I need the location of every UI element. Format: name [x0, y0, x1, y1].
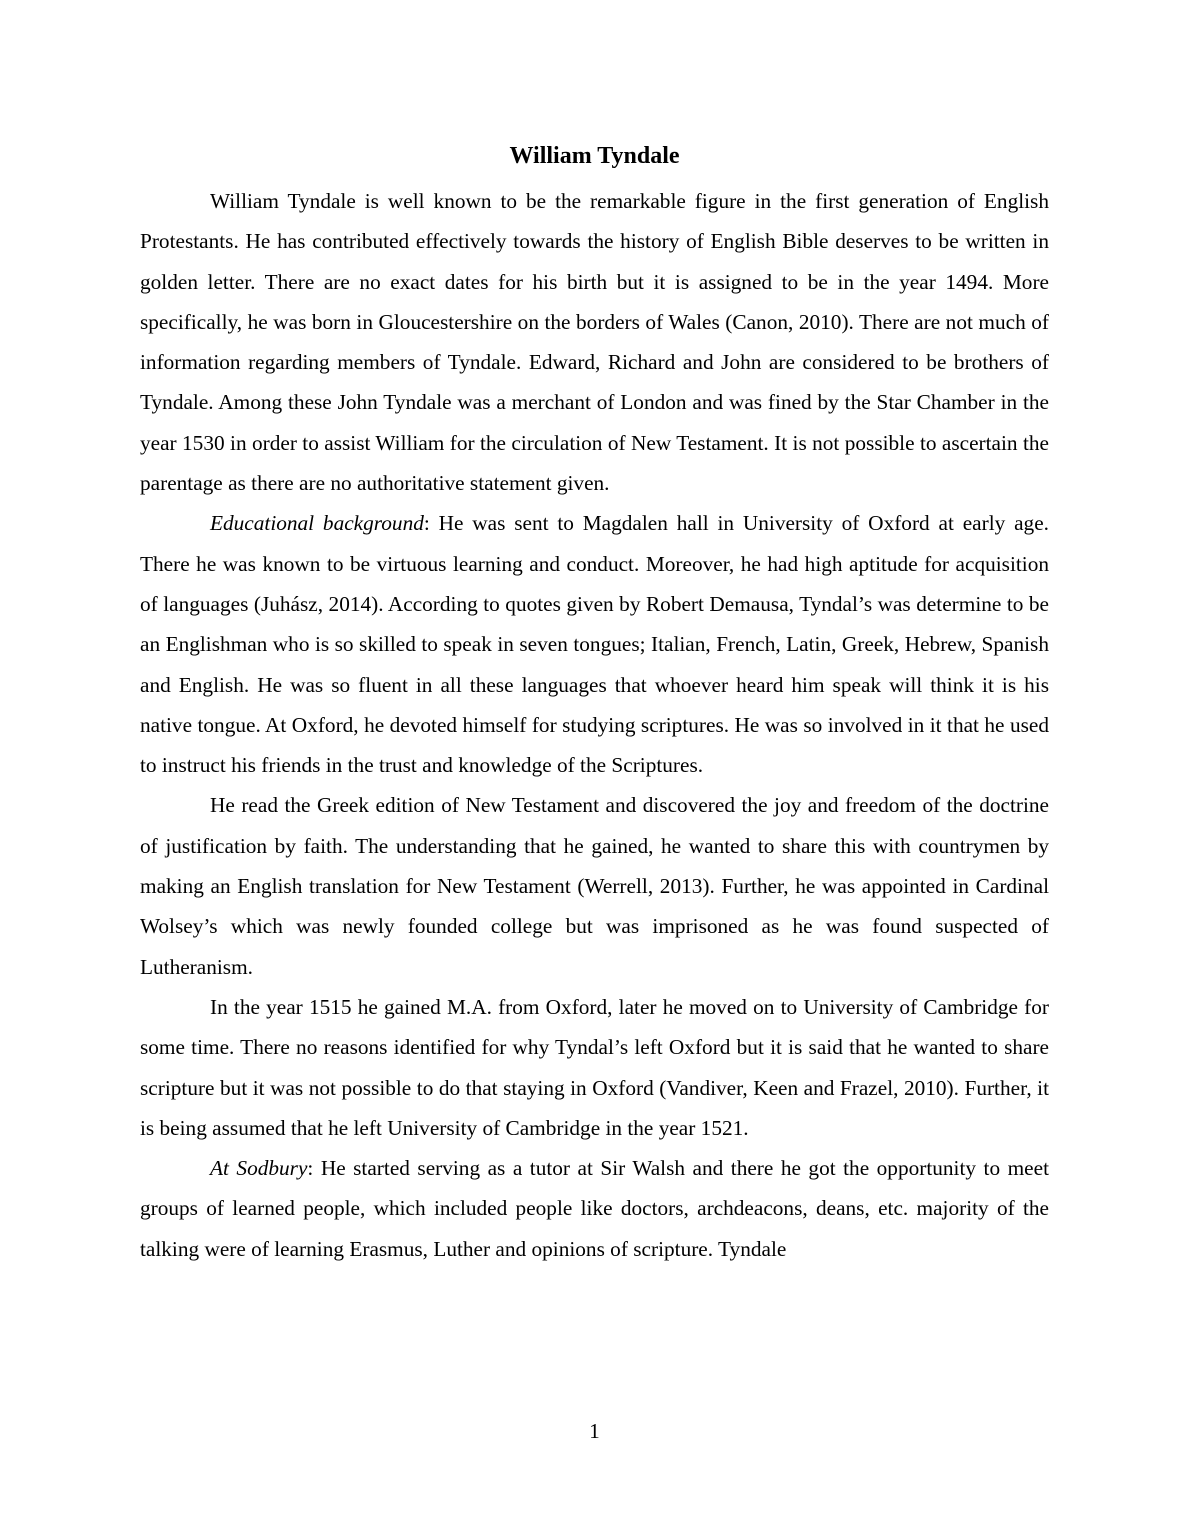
paragraph-text: : He started serving as a tutor at Sir Walsh and there he got the opportunity to meet groups of learned people, which included people like doctors, archdeacons, deans, etc. majority of the talking were of learning Erasmus, Luther and opinions of scripture. Tyndale	[140, 1156, 1049, 1261]
paragraph-text: : He was sent to Magdalen hall in University of Oxford at early age. There he was known to be virtuous learning and conduct. Moreover, he had high aptitude for acquisition of languages (Juhász, 2014). According to quotes given by Robert Demausa, Tyndal’s was determine to be an Englishman who is so skilled to speak in seven tongues; Italian, French, Latin, Greek, Hebrew, Spanish and English. He was so fluent in all these languages that whoever heard him speak will think it is his native tongue. At Oxford, he devoted himself for studying scriptures. He was so involved in it that he used to instruct his friends in the trust and knowledge of the Scriptures.	[140, 511, 1049, 778]
paragraph-sodbury	[140, 1148, 1049, 1269]
paragraph-lead-italic: At Sodbury	[210, 1156, 308, 1181]
paragraph-education	[140, 503, 1049, 785]
paragraph-intro	[140, 181, 1049, 503]
paragraph-text: William Tyndale is well known to be the remarkable figure in the first generation of English Protestants. He has contributed effectively towards the history of English Bible deserves to be written in golden letter. There are no exact dates for his birth but it is assigned to be in the year 1494. More specifically, he was born in Gloucestershire on the borders of Wales (Canon, 2010). There are not much of information regarding members of Tyndale. Edward, Richard and John are considered to be brothers of Tyndale. Among these John Tyndale was a merchant of London and was fined by the Star Chamber in the year 1530 in order to assist William for the circulation of New Testament. It is not possible to ascertain the parentage as there are no authoritative statement given.	[140, 189, 1049, 496]
paragraph-text: He read the Greek edition of New Testament and discovered the joy and freedom of the doctrine of justification by faith. The understanding that he gained, he wanted to share this with countrymen by making an English translation for New Testament (Werrell, 2013). Further, he was appointed in Cardinal Wolsey’s which was newly founded college but was imprisoned as he was found suspected of Lutheranism.	[140, 793, 1049, 979]
paragraph-cambridge	[140, 987, 1049, 1148]
paragraph-text: In the year 1515 he gained M.A. from Oxford, later he moved on to University of Cambridge for some time. There no reasons identified for why Tyndal’s left Oxford but it is said that he wanted to share scripture but it was not possible to do that staying in Oxford (Vandiver, Keen and Frazel, 2010). Further, it is being assumed that he left University of Cambridge in the year 1521.	[140, 994, 1049, 1140]
paragraph-greek-edition	[140, 785, 1049, 986]
document-title: William Tyndale	[509, 143, 680, 169]
document-body	[140, 181, 1049, 1269]
paragraph-lead-italic: Educational background	[210, 511, 424, 536]
page-number: 1	[589, 1419, 600, 1443]
